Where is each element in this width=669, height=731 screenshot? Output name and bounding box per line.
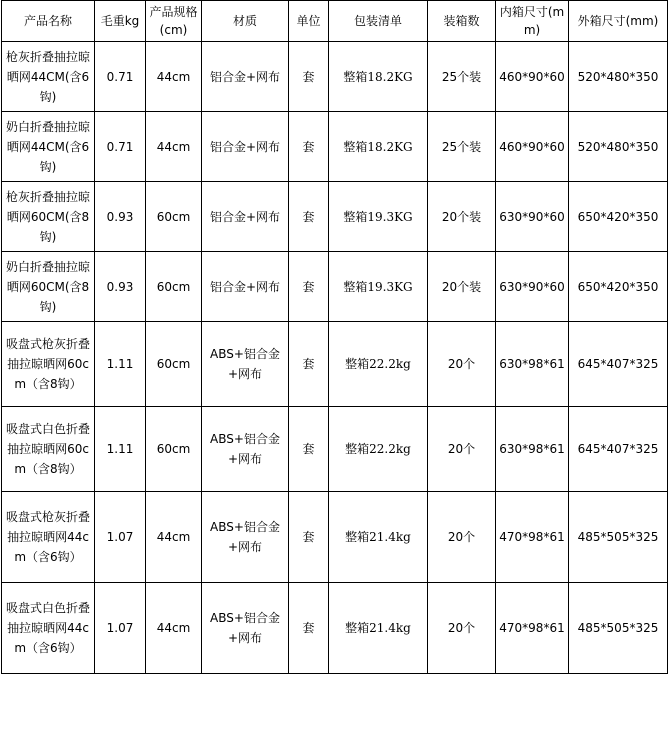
cell-name: 吸盘式枪灰折叠抽拉晾晒网60cm（含8钩） [2, 322, 95, 407]
cell-name: 枪灰折叠抽拉晾晒网60CM(含8钩) [2, 182, 95, 252]
header-inner: 内箱尺寸(mm) [496, 1, 569, 42]
header-unit: 单位 [289, 1, 329, 42]
header-spec: 产品规格(cm) [146, 1, 202, 42]
cell-packing: 整箱18.2KG [329, 112, 428, 182]
cell-spec: 60cm [146, 252, 202, 322]
cell-unit: 套 [289, 42, 329, 112]
cell-outer: 650*420*350 [569, 252, 668, 322]
cell-qty: 25个装 [428, 112, 496, 182]
cell-inner: 460*90*60 [496, 42, 569, 112]
cell-packing: 整箱18.2KG [329, 42, 428, 112]
cell-outer: 650*420*350 [569, 182, 668, 252]
cell-outer: 520*480*350 [569, 112, 668, 182]
cell-outer: 645*407*325 [569, 407, 668, 492]
cell-inner: 630*90*60 [496, 252, 569, 322]
cell-name: 奶白折叠抽拉晾晒网44CM(含6钩) [2, 112, 95, 182]
cell-inner: 470*98*61 [496, 492, 569, 583]
header-name: 产品名称 [2, 1, 95, 42]
cell-qty: 20个 [428, 492, 496, 583]
cell-packing: 整箱21.4kg [329, 492, 428, 583]
table-row [2, 182, 668, 252]
cell-qty: 20个装 [428, 252, 496, 322]
cell-inner: 630*98*61 [496, 322, 569, 407]
cell-inner: 630*98*61 [496, 407, 569, 492]
cell-inner: 460*90*60 [496, 112, 569, 182]
cell-material: ABS+铝合金+网布 [202, 322, 289, 407]
cell-packing: 整箱21.4kg [329, 583, 428, 674]
cell-unit: 套 [289, 583, 329, 674]
cell-unit: 套 [289, 112, 329, 182]
cell-outer: 485*505*325 [569, 583, 668, 674]
cell-weight: 1.07 [95, 492, 146, 583]
header-weight: 毛重kg [95, 1, 146, 42]
cell-unit: 套 [289, 252, 329, 322]
cell-spec: 44cm [146, 112, 202, 182]
cell-packing: 整箱22.2kg [329, 407, 428, 492]
header-row [2, 1, 668, 42]
cell-spec: 60cm [146, 182, 202, 252]
cell-qty: 20个 [428, 322, 496, 407]
cell-unit: 套 [289, 492, 329, 583]
cell-inner: 470*98*61 [496, 583, 569, 674]
cell-material: 铝合金+网布 [202, 182, 289, 252]
table-row [2, 112, 668, 182]
cell-material: 铝合金+网布 [202, 252, 289, 322]
cell-unit: 套 [289, 407, 329, 492]
cell-qty: 20个 [428, 583, 496, 674]
cell-name: 吸盘式枪灰折叠抽拉晾晒网44cm（含6钩） [2, 492, 95, 583]
cell-outer: 485*505*325 [569, 492, 668, 583]
header-outer: 外箱尺寸(mm) [569, 1, 668, 42]
cell-weight: 0.93 [95, 252, 146, 322]
cell-packing: 整箱19.3KG [329, 182, 428, 252]
table-row [2, 407, 668, 492]
cell-inner: 630*90*60 [496, 182, 569, 252]
header-packing: 包装清单 [329, 1, 428, 42]
table-row [2, 492, 668, 583]
header-qty: 装箱数 [428, 1, 496, 42]
table-row [2, 322, 668, 407]
cell-outer: 645*407*325 [569, 322, 668, 407]
cell-weight: 1.07 [95, 583, 146, 674]
cell-weight: 0.71 [95, 112, 146, 182]
cell-material: ABS+铝合金+网布 [202, 407, 289, 492]
cell-material: 铝合金+网布 [202, 42, 289, 112]
cell-packing: 整箱19.3KG [329, 252, 428, 322]
header-material: 材质 [202, 1, 289, 42]
cell-qty: 25个装 [428, 42, 496, 112]
cell-spec: 60cm [146, 407, 202, 492]
cell-outer: 520*480*350 [569, 42, 668, 112]
cell-weight: 1.11 [95, 407, 146, 492]
cell-name: 枪灰折叠抽拉晾晒网44CM(含6钩) [2, 42, 95, 112]
cell-spec: 44cm [146, 583, 202, 674]
cell-unit: 套 [289, 322, 329, 407]
cell-material: ABS+铝合金+网布 [202, 492, 289, 583]
cell-spec: 44cm [146, 492, 202, 583]
table-row [2, 583, 668, 674]
cell-spec: 44cm [146, 42, 202, 112]
cell-weight: 0.93 [95, 182, 146, 252]
cell-spec: 60cm [146, 322, 202, 407]
cell-material: 铝合金+网布 [202, 112, 289, 182]
cell-material: ABS+铝合金+网布 [202, 583, 289, 674]
cell-weight: 1.11 [95, 322, 146, 407]
cell-qty: 20个装 [428, 182, 496, 252]
cell-name: 吸盘式白色折叠抽拉晾晒网60cm（含8钩） [2, 407, 95, 492]
cell-packing: 整箱22.2kg [329, 322, 428, 407]
table-row [2, 42, 668, 112]
cell-unit: 套 [289, 182, 329, 252]
cell-qty: 20个 [428, 407, 496, 492]
product-spec-table [1, 0, 668, 674]
table-row [2, 252, 668, 322]
cell-name: 奶白折叠抽拉晾晒网60CM(含8钩) [2, 252, 95, 322]
cell-weight: 0.71 [95, 42, 146, 112]
cell-name: 吸盘式白色折叠抽拉晾晒网44cm（含6钩） [2, 583, 95, 674]
